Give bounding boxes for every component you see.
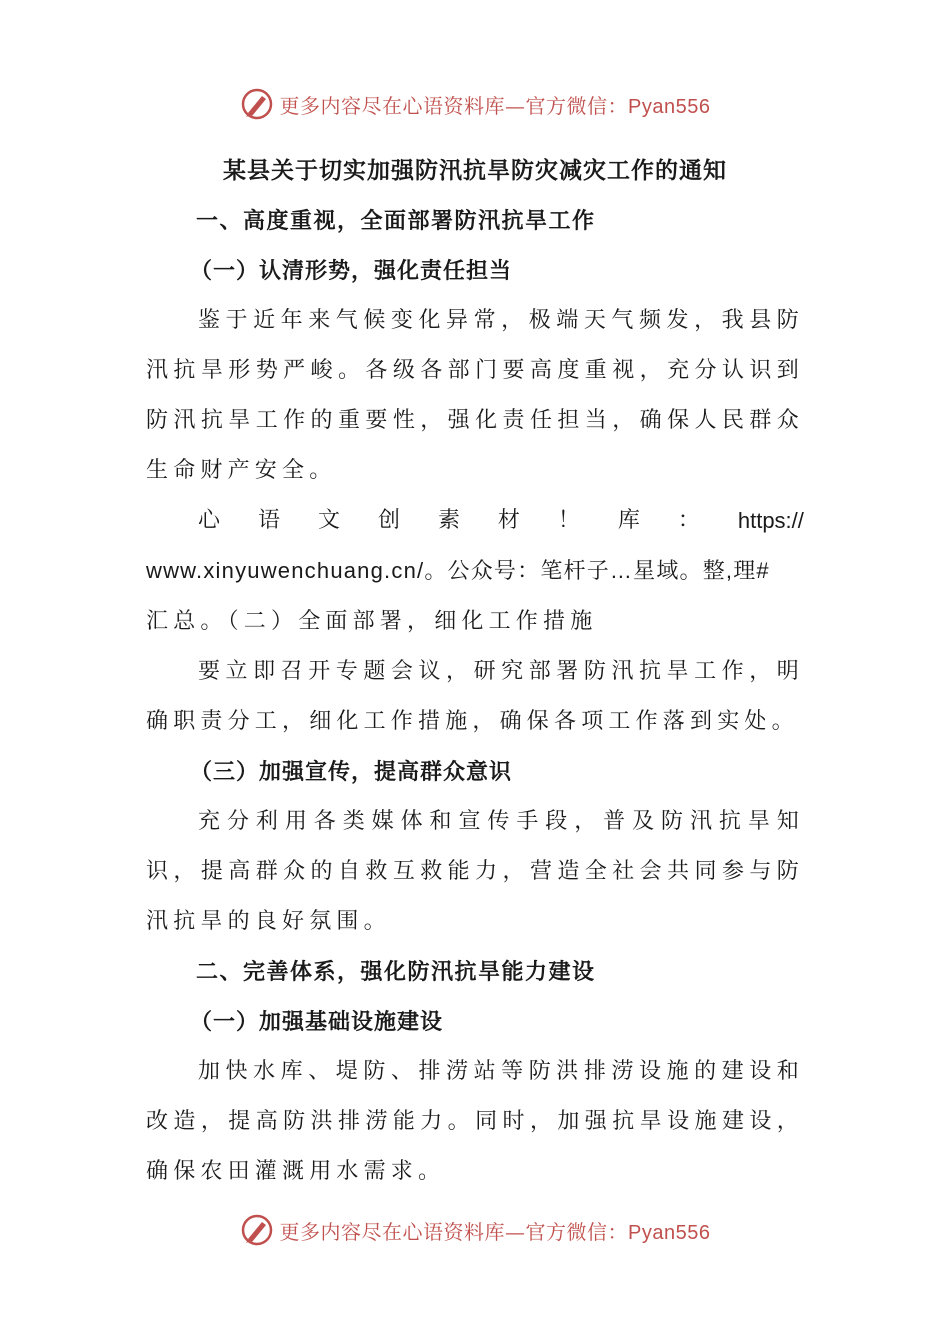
pen-circle-logo-icon — [240, 87, 274, 121]
spread-char: 文 — [317, 508, 340, 533]
spread-url-start: https:// — [737, 508, 804, 533]
paragraph-1-3: 充分利用各类媒体和宣传手段，普及防汛抗旱知识，提高群众的自救互救能力，营造全社会共同参与防汛抗旱的良好氛围。 — [146, 809, 804, 934]
spread-char: 创 — [377, 508, 400, 533]
document-title: 某县关于切实加强防汛抗旱防灾减灾工作的通知 — [223, 157, 727, 184]
pen-circle-logo-icon — [240, 1213, 274, 1247]
spread-char: 语 — [257, 508, 280, 533]
paragraph-1-1: 鉴于近年来气候变化异常，极端天气频发，我县防汛抗旱形势严峻。各级各部门要高度重视，充分认识到防汛抗旱工作的重要性，强化责任担当，确保人民群众生命财产安全。 — [146, 308, 804, 483]
paragraph-2-1: 加快水库、堤防、排涝站等防洪排涝设施的建设和改造，提高防洪排涝能力。同时，加强抗旱设施建设，确保农田灌溉用水需求。 — [146, 1059, 804, 1184]
document-body — [146, 146, 804, 1197]
watermark-banner-bottom — [0, 1210, 950, 1250]
spread-char: 库 — [617, 508, 640, 533]
spread-char: 材 — [497, 508, 520, 533]
url-line: www.xinyuwenchuang.cn/。公众号：笔杆子…星域。整,理# — [146, 558, 770, 583]
watermark-text: 更多内容尽在心语资料库—官方微信：Pyan556 — [279, 93, 711, 118]
section-heading-2: 二、完善体系，强化防汛抗旱能力建设 — [196, 959, 596, 985]
spread-char: 心 — [198, 508, 221, 533]
subsection-heading-1-1: （一）认清形势，强化责任担当 — [190, 258, 513, 284]
watermark-spread-line — [146, 496, 804, 546]
spread-char: ： — [677, 508, 700, 533]
watermark-wechat: Pyan556 — [628, 95, 711, 118]
watermark-banner-top — [0, 84, 950, 124]
watermark-text: 更多内容尽在心语资料库—官方微信：Pyan556 — [279, 1219, 711, 1244]
subsection-heading-1-3: （三）加强宣传，提高群众意识 — [190, 759, 513, 785]
spread-char: ！ — [557, 508, 580, 533]
spread-char: 素 — [437, 508, 460, 533]
subsection-heading-2-1: （一）加强基础设施建设 — [190, 1009, 444, 1035]
paragraph-1-2: 要立即召开专题会议，研究部署防汛抗旱工作，明确职责分工，细化工作措施，确保各项工作落到实处。 — [146, 659, 804, 734]
summary-line: 汇总。（二）全面部署，细化工作措施 — [146, 609, 598, 634]
watermark-wechat: Pyan556 — [628, 1221, 711, 1244]
section-heading-1: 一、高度重视，全面部署防汛抗旱工作 — [196, 208, 596, 234]
